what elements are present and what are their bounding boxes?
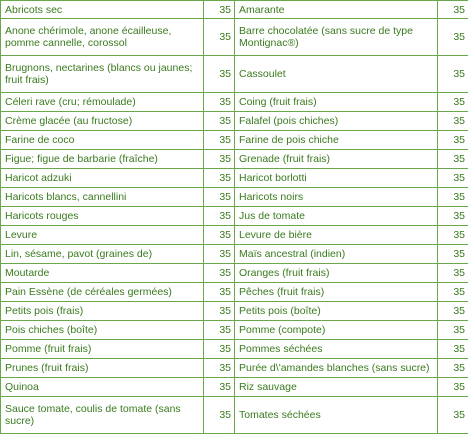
food-name: Pain Essène (de céréales germées) <box>1 283 204 302</box>
gi-value: 35 <box>204 1 235 19</box>
gi-value: 35 <box>204 397 235 434</box>
food-name: Moutarde <box>1 264 204 283</box>
gi-value: 35 <box>438 378 468 397</box>
table-row <box>1 378 468 397</box>
food-name: Barre chocolatée (sans sucre de type Montignac®) <box>235 19 438 56</box>
food-name: Pommes séchées <box>235 340 438 359</box>
food-name: Farine de pois chiche <box>235 131 438 150</box>
gi-value: 35 <box>438 131 468 150</box>
gi-value: 35 <box>438 226 468 245</box>
gi-value: 35 <box>204 150 235 169</box>
food-name: Farine de coco <box>1 131 204 150</box>
food-name: Prunes (fruit frais) <box>1 359 204 378</box>
gi-value: 35 <box>438 264 468 283</box>
food-name: Jus de tomate <box>235 207 438 226</box>
table-row <box>1 207 468 226</box>
gi-value: 35 <box>204 283 235 302</box>
gi-value: 35 <box>204 56 235 93</box>
food-name: Levure <box>1 226 204 245</box>
food-name: Amarante <box>235 1 438 19</box>
table-row <box>1 1 468 19</box>
table-row <box>1 302 468 321</box>
food-name: Maïs ancestral (indien) <box>235 245 438 264</box>
gi-value: 35 <box>438 112 468 131</box>
food-name: Haricots noirs <box>235 188 438 207</box>
food-name: Pomme (fruit frais) <box>1 340 204 359</box>
food-name: Figue; figue de barbarie (fraîche) <box>1 150 204 169</box>
gi-value: 35 <box>438 359 468 378</box>
food-name: Sauce tomate, coulis de tomate (sans sucre) <box>1 397 204 434</box>
gi-value: 35 <box>438 302 468 321</box>
gi-value: 35 <box>438 188 468 207</box>
food-name: Cassoulet <box>235 56 438 93</box>
food-name: Grenade (fruit frais) <box>235 150 438 169</box>
gi-value: 35 <box>204 207 235 226</box>
gi-value: 35 <box>204 340 235 359</box>
table-row <box>1 359 468 378</box>
food-name: Coing (fruit frais) <box>235 93 438 112</box>
food-name: Haricots rouges <box>1 207 204 226</box>
gi-value: 35 <box>204 378 235 397</box>
gi-value: 35 <box>204 112 235 131</box>
gi-value: 35 <box>438 321 468 340</box>
gi-value: 35 <box>204 245 235 264</box>
gi-value: 35 <box>204 19 235 56</box>
table-row <box>1 340 468 359</box>
food-name: Riz sauvage <box>235 378 438 397</box>
table-row <box>1 321 468 340</box>
food-name: Levure de bière <box>235 226 438 245</box>
gi-value: 35 <box>204 359 235 378</box>
gi-value: 35 <box>204 169 235 188</box>
food-name: Falafel (pois chiches) <box>235 112 438 131</box>
gi-value: 35 <box>438 283 468 302</box>
table-row <box>1 19 468 56</box>
food-name: Tomates séchées <box>235 397 438 434</box>
food-name: Haricot adzuki <box>1 169 204 188</box>
table-row <box>1 226 468 245</box>
gi-value: 35 <box>204 93 235 112</box>
table-row <box>1 131 468 150</box>
food-name: Pois chiches (boîte) <box>1 321 204 340</box>
table-row <box>1 188 468 207</box>
food-name: Purée d\'amandes blanches (sans sucre) <box>235 359 438 378</box>
food-name: Pêches (fruit frais) <box>235 283 438 302</box>
gi-value: 35 <box>204 321 235 340</box>
gi-value: 35 <box>438 93 468 112</box>
food-name: Oranges (fruit frais) <box>235 264 438 283</box>
food-name: Crème glacée (au fructose) <box>1 112 204 131</box>
table-row <box>1 56 468 93</box>
table-row <box>1 397 468 434</box>
gi-value: 35 <box>438 19 468 56</box>
gi-value: 35 <box>438 56 468 93</box>
table-row <box>1 93 468 112</box>
gi-value: 35 <box>204 264 235 283</box>
gi-value: 35 <box>438 1 468 19</box>
table-row <box>1 150 468 169</box>
food-name: Pomme (compote) <box>235 321 438 340</box>
food-name: Lin, sésame, pavot (graines de) <box>1 245 204 264</box>
gi-value: 35 <box>204 131 235 150</box>
gi-value: 35 <box>204 188 235 207</box>
table-row <box>1 112 468 131</box>
food-name: Brugnons, nectarines (blancs ou jaunes; fruit frais) <box>1 56 204 93</box>
gi-value: 35 <box>438 169 468 188</box>
food-name: Haricot borlotti <box>235 169 438 188</box>
food-name: Anone chérimole, anone écailleuse, pomme cannelle, corossol <box>1 19 204 56</box>
gi-value: 35 <box>204 302 235 321</box>
food-name: Abricots sec <box>1 1 204 19</box>
gi-value: 35 <box>438 245 468 264</box>
food-name: Haricots blancs, cannellini <box>1 188 204 207</box>
table-row <box>1 283 468 302</box>
food-name: Céleri rave (cru; rémoulade) <box>1 93 204 112</box>
food-name: Quinoa <box>1 378 204 397</box>
gi-value: 35 <box>438 397 468 434</box>
table-row <box>1 169 468 188</box>
table-body <box>1 1 468 434</box>
gi-value: 35 <box>438 207 468 226</box>
food-name: Petits pois (boîte) <box>235 302 438 321</box>
table-row <box>1 245 468 264</box>
gi-value: 35 <box>438 340 468 359</box>
gi-value: 35 <box>204 226 235 245</box>
food-name: Petits pois (frais) <box>1 302 204 321</box>
gi-value: 35 <box>438 150 468 169</box>
table-row <box>1 264 468 283</box>
